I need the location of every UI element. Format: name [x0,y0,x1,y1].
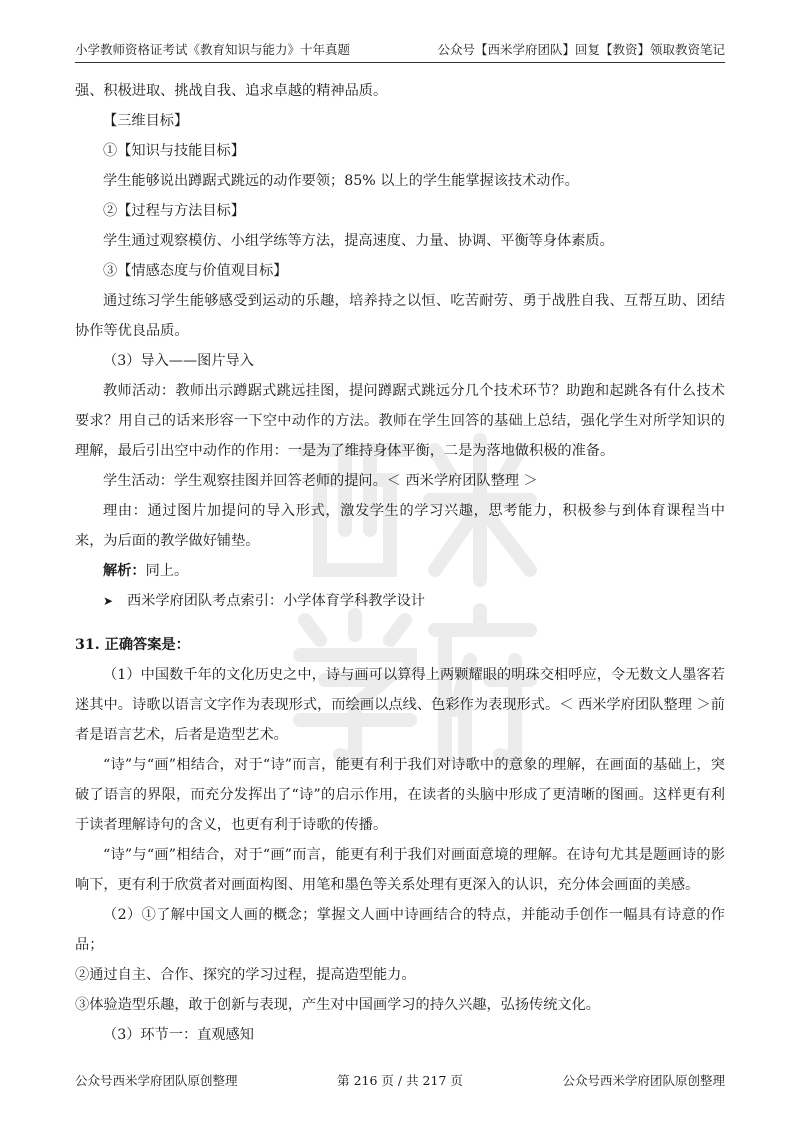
paragraph: （2）①了解中国文人画的概念；掌握文人画中诗画结合的特点，并能动手创作一幅具有诗意的作品； [75,907,725,953]
page-number: 第 216 页 / 共 217 页 [337,1073,463,1088]
subheading: ①【知识与技能目标】 [103,143,245,159]
subheading: ②【过程与方法目标】 [103,203,245,219]
paragraph: “诗”与“画”相结合，对于“诗”而言，能更有利于我们对诗歌中的意象的理解，在画面的基础上，突破了语言的界限，而充分发挥出了“诗”的启示作用，在读者的头脑中形成了更清晰的图画。这样更有利于读者理解诗句的含义，也更有利于诗歌的传播。 [75,757,725,833]
analysis-text: 同上。 [145,563,189,579]
analysis-label: 解析： [103,563,146,579]
paragraph: 通过练习学生能够感受到运动的乐趣，培养持之以恒、吃苦耐劳、勇于战胜自我、互帮互助、团结协作等优良品质。 [75,293,725,339]
paragraph: ③体验造型乐趣，敢于创新与表现，产生对中国画学习的持久兴趣，弘扬传统文化。 [75,997,600,1013]
text-line: 强、积极进取、挑战自我、追求卓越的精神品质。 [75,83,388,99]
subheading: （3）导入——图片导入 [103,353,254,369]
footer-left: 公众号西米学府团队原创整理 [75,1073,238,1088]
paragraph: “诗”与“画”相结合，对于“画”而言，能更有利于我们对画面意境的理解。在诗句尤其是题画诗的影响下，更有利于欣赏者对画面构图、用笔和墨色等关系处理有更深入的认识，充分体会画面的美感。 [75,847,725,893]
document-body [75,76,725,1050]
index-text: 西米学府团队考点索引：小学体育学科教学设计 [127,593,425,609]
header-promo: 公众号【西米学府团队】回复【教资】领取教资笔记 [437,42,725,57]
index-line [75,586,725,616]
question-number: 31. [75,637,100,653]
question-title: 正确答案是： [104,637,190,653]
arrow-icon: ➤ [103,594,114,608]
footer-right: 公众号西米学府团队原创整理 [562,1073,725,1088]
section-heading: 【三维目标】 [103,113,189,129]
paragraph: （1）中国数千年的文化历史之中，诗与画可以算得上两颗耀眼的明珠交相呼应，令无数文人墨客若迷其中。诗歌以语言文字作为表现形式，而绘画以点线、色彩作为表现形式。＜ 西米学府团队整理 ＞前者是语言艺术，后者是造型艺术。 [75,667,725,743]
page-header [75,38,725,63]
paragraph: 学生通过观察模仿、小组学练等方法，提高速度、力量、协调、平衡等身体素质。 [103,233,614,249]
header-title: 小学教师资格证考试《教育知识与能力》十年真题 [75,42,351,57]
paragraph: 学生能够说出蹲踞式跳远的动作要领；85% 以上的学生能掌握该技术动作。 [103,173,579,189]
paragraph: ②通过自主、合作、探究的学习过程，提高造型能力。 [75,967,416,983]
subheading: （3）环节一：直观感知 [103,1027,254,1043]
question-heading [75,630,725,660]
analysis-line [75,556,725,586]
paragraph: 理由：通过图片加提问的导入形式，激发学生的学习兴趣，思考能力，积极参与到体育课程当中来，为后面的教学做好铺垫。 [75,503,725,549]
subheading: ③【情感态度与价值观目标】 [103,263,288,279]
page-footer [75,1071,725,1091]
paragraph: 学生活动：学生观察挂图并回答老师的提问。＜ 西米学府团队整理 ＞ [103,473,538,489]
paragraph: 教师活动：教师出示蹲踞式跳远挂图，提问蹲踞式跳远分几个技术环节？助跑和起跳各有什么技术要求？用自己的话来形容一下空中动作的方法。教师在学生回答的基础上总结，强化学生对所学知识的理解，最后引出空中动作的作用：一是为了维持身体平衡，二是为落地做积极的准备。 [75,383,725,459]
